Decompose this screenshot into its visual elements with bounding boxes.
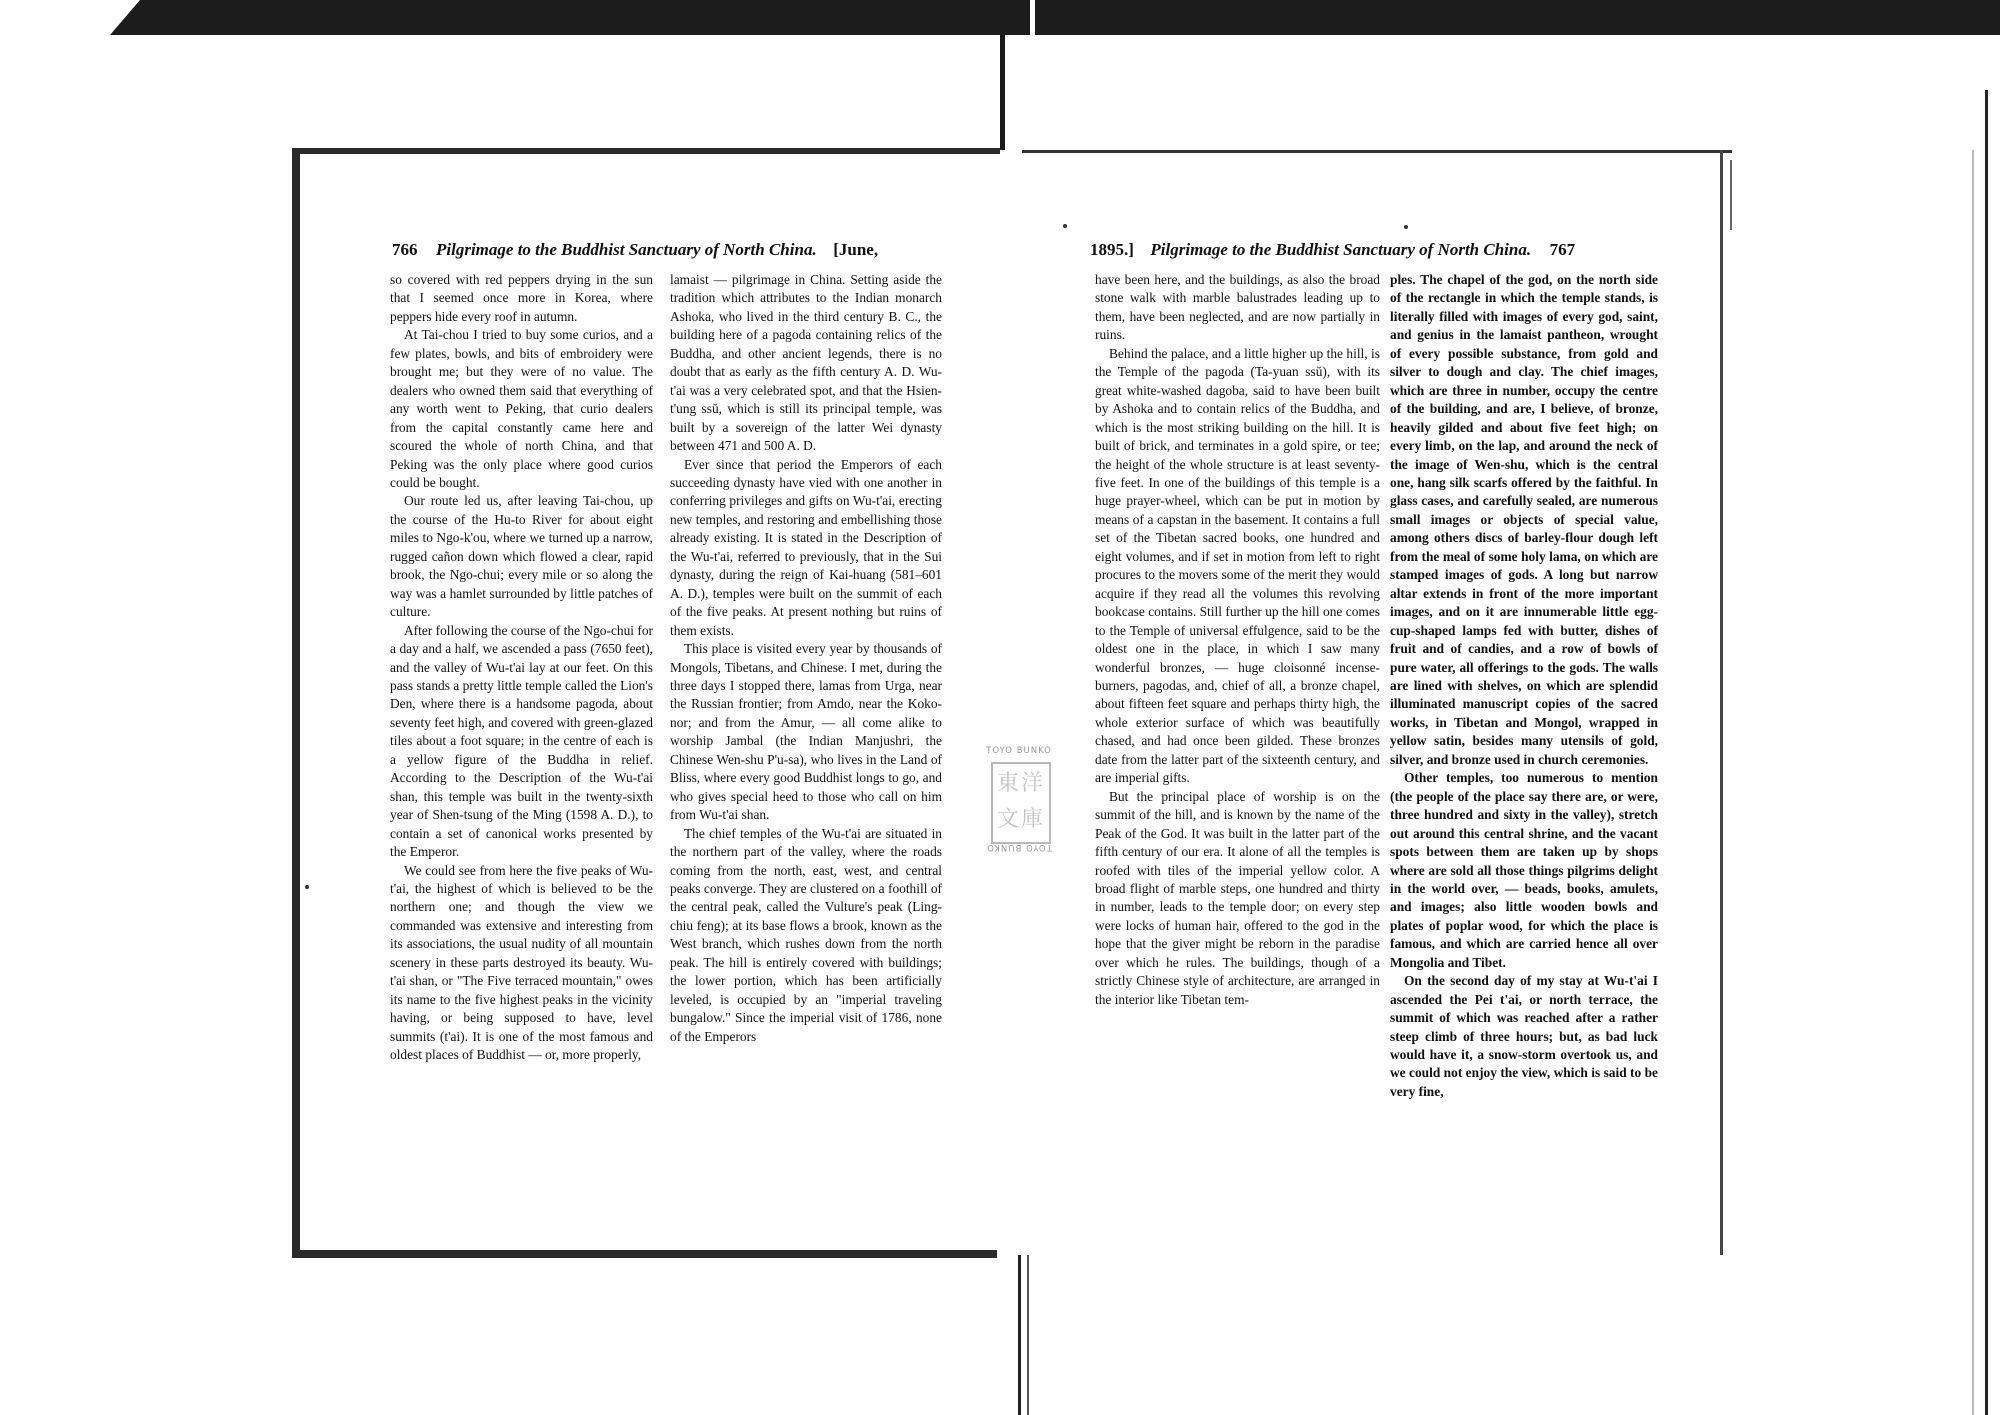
gutter-shadow-top: [1000, 35, 1005, 150]
stamp-top-text: TOYO BUNKO: [986, 746, 1052, 756]
right-column-2: [1390, 271, 1658, 1101]
right-running-title: Pilgrimage to the Buddhist Sanctuary of North China.: [1150, 240, 1532, 259]
scan-edge-right: [1985, 90, 1988, 1415]
left-page-bottom-edge: [292, 1250, 997, 1258]
scan-speck: [1404, 225, 1408, 229]
left-page-top-edge: [292, 148, 1000, 154]
paragraph: Behind the palace, and a little higher up the hill, is the Temple of the pagoda (Ta-yuan ssŭ), with its great white-washed dagoba, said to have been built by Ashoka and to contain relics of the Buddha, and which is the most striking building on the hill. It is built of brick, and terminates in a gold spire, or tee; the height of the whole structure is at least seventy-five feet. In one of the buildings of this temple is a huge prayer-wheel, which can be put in motion by means of a capstan in the basement. It contains a full set of the Tibetan sacred books, one hundred and eight volumes, and if set in motion from left to right procures to the movers some of the merit they would acquire if they read all the volumes this revolving bookcase contains. Still further up the hill one comes to the Temple of universal effulgence, said to be the oldest one in the place, in which I saw many wonderful bronzes, — huge cloisonné incense-burners, pagodas, and, chief of all, a bronze chapel, about fifteen feet square and perhaps thirty high, the whole exterior surface of which was beautifully chased, and had once been gilded. These bronzes date from the latter part of the sixteenth century, and are imperial gifts.: [1095, 345, 1380, 786]
right-column-1: [1095, 271, 1380, 1009]
left-page-edge: [292, 148, 300, 1258]
stamp-char: 庫: [1021, 807, 1044, 832]
paragraph: On the second day of my stay at Wu-t'ai I ascended the Pei t'ai, or north terrace, the summit of which was reached after a rather steep climb of three hours; but, as bad luck would have it, a snow-storm overtook us, and we could not enjoy the view, which is said to be very fine,: [1390, 973, 1658, 1099]
scan-edge-right-inner: [1972, 150, 1974, 1415]
scan-border-top-left: [110, 0, 1030, 35]
gutter-shadow-bottom-2: [1027, 1255, 1029, 1415]
right-page-top-edge: [1022, 150, 1732, 153]
right-page-edge-fold: [1730, 160, 1732, 230]
gutter-shadow-bottom: [1018, 1255, 1021, 1415]
stamp-char: 文: [997, 807, 1020, 832]
left-column-2: [670, 271, 942, 1046]
scan-speck: [1063, 224, 1067, 228]
paragraph: This place is visited every year by thousands of Mongols, Tibetans, and Chinese. I met, during the three days I stopped there, lamas from Urga, near the Russian frontier; from Amdo, near the Koko-nor; and from the Amur, — all come alike to worship Jambal (the Indian Manjushri, the Chinese Wen-shu P'u-sa), who lives in the Land of Bliss, where every good Buddhist longs to go, and who gives special heed to those who call on him from Wu-t'ai shan.: [670, 641, 942, 823]
left-running-title: Pilgrimage to the Buddhist Sanctuary of North China.: [436, 240, 817, 259]
paragraph: Our route led us, after leaving Tai-chou, up the course of the Hu-to River for about eight miles to Ngo-k'ou, where we turned up a narrow, rugged cañon down which flowed a clear, rapid brook, the Ngo-chui; every mile or so along the way was a hamlet surrounded by little patches of culture.: [390, 493, 653, 620]
left-column-1: [390, 271, 653, 1064]
stamp-char: 東: [997, 771, 1020, 796]
paragraph: After following the course of the Ngo-chui for a day and a half, we ascended a pass (7650 feet), and the valley of Wu-t'ai lay at our feet. On this pass stands a pretty little temple called the Lion's Den, where there is a handsome pagoda, about seventy feet high, and covered with green-glazed tiles about a foot square; in the centre of each is a yellow figure of the Buddha in relief. According to the Description of the Wu-t'ai shan, this temple was built in the twenty-sixth year of Shen-tsung of the Ming (1598 A. D.), to contain a set of canonical works presented by the Emperor.: [390, 622, 653, 860]
paragraph: At Tai-chou I tried to buy some curios, and a few plates, bowls, and bits of embroidery were brought me; but they were of no value. The dealers who owned them said that everything of any worth went to Peking, that curio dealers from the capital constantly came here and scoured the whole of north China, and that Peking was the only place where good curios could be bought.: [390, 327, 653, 490]
paragraph: so covered with red peppers drying in the sun that I seemed once more in Korea, where peppers hide every roof in autumn.: [390, 272, 653, 324]
paragraph: But the principal place of worship is on the summit of the hill, and is known by the name of the Peak of the God. It was built in the latter part of the fifth century of our era. It alone of all the temples is roofed with tiles of the imperial yellow color. A broad flight of marble steps, one hundred and thirty in number, leads to the temple door; on every step were locks of human hair, offered to the god in the hope that the giver might be reborn in the paradise over which he rules. The buildings, though of a strictly Chinese style of architecture, are arranged in the interior like Tibetan tem-: [1095, 788, 1380, 1007]
right-page-edge: [1720, 150, 1723, 1255]
right-date-mark: 1895.]: [1090, 240, 1134, 259]
stamp-char: 洋: [1021, 771, 1044, 796]
scan-border-top-right: [1035, 0, 2000, 35]
right-page-number: 767: [1549, 240, 1576, 259]
right-running-head: [1090, 240, 1575, 260]
left-date-mark: [June,: [833, 240, 879, 259]
paragraph: lamaist — pilgrimage in China. Setting aside the tradition which attributes to the Indian monarch Ashoka, who lived in the third century B. C., the building here of a pagoda containing relics of the Buddha, and other ancient legends, there is no doubt that as early as the fifth century A. D. Wu-t'ai was a very celebrated spot, and that the Hsien-t'ung ssŭ, which is still its principal temple, was built by a sovereign of the latter Wei dynasty between 471 and 500 A. D.: [670, 272, 942, 454]
library-stamp: [983, 746, 1055, 858]
paragraph: have been here, and the buildings, as also the broad stone walk with marble balustrades leading up to them, have been neglected, and are now partially in ruins.: [1095, 272, 1380, 343]
paragraph: Ever since that period the Emperors of each succeeding dynasty have vied with one another in conferring privileges and gifts on Wu-t'ai, erecting new temples, and restoring and embellishing those already existing. It is stated in the Description of the Wu-t'ai, referred to previously, that in the Sui dynasty, during the reign of Kai-huang (581–601 A. D.), temples were built on the summit of each of the five peaks. At present nothing but ruins of them exists.: [670, 456, 942, 638]
paragraph: Other temples, too numerous to mention (the people of the place say there are, or were, three hundred and sixty in the valley), stretch out around this central shrine, and the vacant spots between them are taken up by shops where are sold all those things pilgrims delight in the world over, — beads, books, amulets, and images; also little wooden bowls and plates of poplar wood, for which the place is famous, and which are carried hence all over Mongolia and Tibet.: [1390, 770, 1658, 970]
stamp-bottom-text: TOYO BUNKO: [986, 842, 1052, 852]
left-page-number: 766: [392, 240, 418, 259]
left-running-head: [392, 240, 878, 260]
scan-speck: [305, 885, 309, 889]
paragraph: We could see from here the five peaks of Wu-t'ai, the highest of which is believed to be the northern one; and though the view we commanded was extensive and interesting from its associations, the usual nudity of all mountain scenery in these parts destroyed its beauty. Wu-t'ai shan, or "The Five terraced mountain," owes its name to the five highest peaks in the vicinity having, or being supposed to have, level summits (t'ai). It is one of the most famous and oldest places of Buddhist — or, more properly,: [390, 862, 653, 1063]
paragraph: The chief temples of the Wu-t'ai are situated in the northern part of the valley, where the roads coming from the north, east, west, and central peaks converge. They are clustered on a foothill of the central peak, called the Vulture's peak (Ling-chiu feng); at its base flows a brook, known as the West branch, which rushes down from the north peak. The hill is entirely covered with buildings; the lower portion, which has been artificially leveled, is occupied by an "imperial traveling bungalow." Since the imperial visit of 1786, none of the Emperors: [670, 825, 942, 1044]
paragraph: ples. The chapel of the god, on the north side of the rectangle in which the temple stands, is literally filled with images of every god, saint, and genius in the lamaist pantheon, wrought of every possible substance, from gold and silver to dough and clay. The chief images, which are three in number, occupy the centre of the building, and are, I believe, of bronze, heavily gilded and about five feet high; on every limb, on the lap, and around the neck of the image of Wen-shu, which is the central one, hang silk scarfs offered by the faithful. In glass cases, and carefully sealed, are numerous small images or objects of special value, among others discs of barley-flour dough left from the meal of some holy lama, on which are stamped images of gods. A long but narrow altar extends in front of the more important images, and on it are innumerable little egg-cup-shaped lamps fed with butter, dishes of fruit and of candies, and a row of bowls of pure water, all offerings to the gods. The walls are lined with shelves, on which are splendid illuminated manuscript copies of the sacred works, in Tibetan and Mongol, wrapped in yellow satin, besides many utensils of gold, silver, and bronze used in church ceremonies.: [1390, 272, 1658, 767]
